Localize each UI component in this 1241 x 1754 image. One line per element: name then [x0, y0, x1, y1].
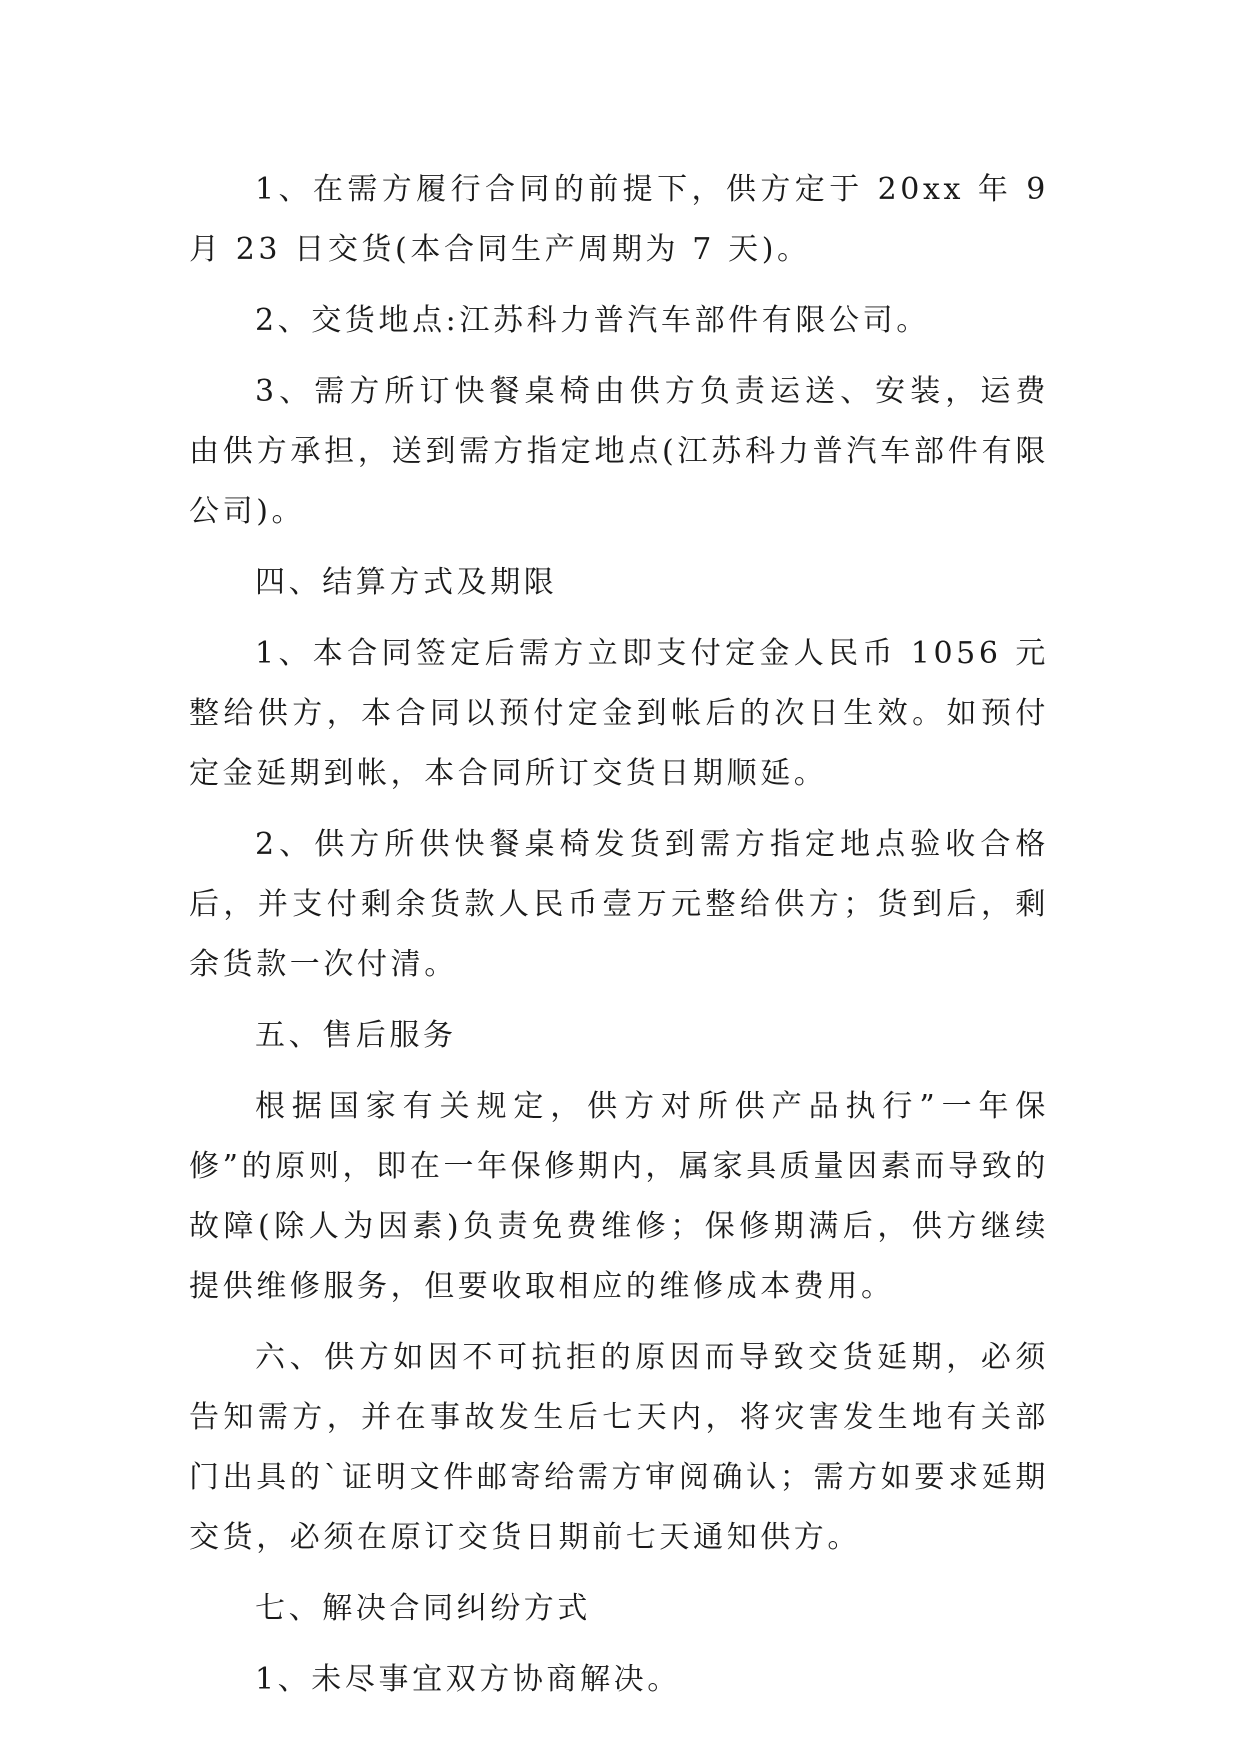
paragraph-delivery-location: 2、交货地点:江苏科力普汽车部件有限公司。: [255, 303, 930, 338]
paragraph-transport-installation: 3、需方所订快餐桌椅由供方负责运送、安装，运费由供方承担，送到需方指定地点(江苏科力普汽车部件有限公司)。: [189, 374, 1049, 529]
paragraph-delivery-date: 1、在需方履行合同的前提下，供方定于 20xx 年 9 月 23 日交货(本合同生产周期为 7 天)。: [189, 172, 1049, 267]
paragraph-deposit: 1、本合同签定后需方立即支付定金人民币 1056 元整给供方，本合同以预付定金到帐后的次日生效。如预付定金延期到帐，本合同所订交货日期顺延。: [189, 636, 1049, 791]
document-body: [189, 160, 1049, 1721]
paragraph-warranty: 根据国家有关规定，供方对所供产品执行”一年保修”的原则，即在一年保修期内，属家具质量因素而导致的故障(除人为因素)负责免费维修；保修期满后，供方继续提供维修服务，但要收取相应的维修成本费用。: [189, 1089, 1049, 1304]
paragraph-force-majeure: 六、供方如因不可抗拒的原因而导致交货延期，必须告知需方，并在事故发生后七天内，将灾害发生地有关部门出具的`证明文件邮寄给需方审阅确认；需方如要求延期交货，必须在原订交货日期前七天通知供方。: [189, 1340, 1049, 1555]
section-heading-after-sales: 五、售后服务: [255, 1018, 457, 1053]
paragraph-payment: 2、供方所供快餐桌椅发货到需方指定地点验收合格后，并支付剩余货款人民币壹万元整给供方；货到后，剩余货款一次付清。: [189, 827, 1049, 982]
section-heading-settlement: 四、结算方式及期限: [255, 565, 558, 600]
paragraph-negotiation: 1、未尽事宜双方协商解决。: [255, 1662, 681, 1697]
section-heading-dispute: 七、解决合同纠纷方式: [255, 1591, 591, 1626]
